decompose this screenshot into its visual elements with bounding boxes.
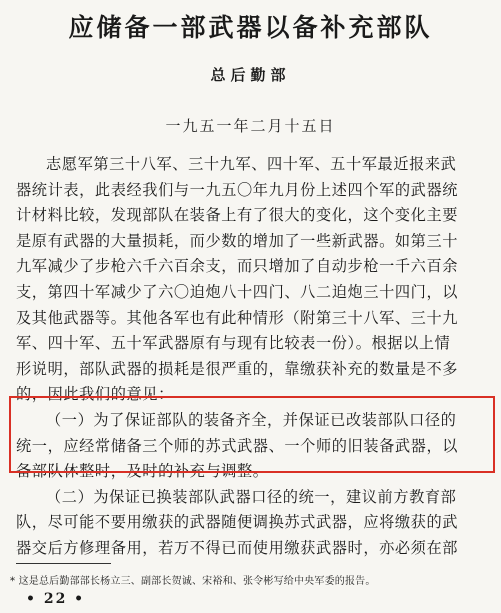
footnote: * 这是总后勤部部长杨立三、副部长贺诚、宋裕和、张令彬写给中央军委的报告。: [10, 576, 376, 587]
page-number: • 22 •: [26, 591, 86, 607]
document-body: [16, 152, 492, 562]
body-line: （一）为了保证部队的装备齐全，并保证已改装部队口径的: [46, 410, 457, 429]
body-line: 器统计表，此表经我们与一九五〇年九月份上述四个军的武器统: [16, 180, 459, 199]
body-line: 计材料比较，发现部队在装备上有了很大的变化，这个变化主要: [16, 206, 459, 225]
body-line: 九军减少了步枪六千六百余支，而只增加了自动步枪一千六百余: [16, 257, 459, 276]
body-line: 支，第四十军减少了六〇迫炮八十四门、八二迫炮三十四门，以: [16, 282, 459, 301]
body-line: 的，因此我们的意见：: [16, 385, 174, 404]
body-line: 及其他武器等。其他各军也有此种情形（附第三十八军、三十九: [16, 308, 459, 327]
body-line: （二）为保证已换装部队武器口径的统一，建议前方教育部: [46, 487, 457, 506]
body-line: 备部队休整时，及时的补充与调整。: [16, 462, 269, 481]
document-author: 总后勤部: [210, 66, 291, 84]
body-line: 志愿军第三十八军、三十九军、四十军、五十军最近报来武: [46, 155, 457, 173]
highlight-box: [9, 396, 495, 473]
footnote-divider: [16, 563, 111, 564]
body-line: 形说明，部队武器的损耗是很严重的，靠缴获补充的数量是不多: [16, 359, 459, 378]
body-line: 队，尽可能不要用缴获的武器随便调换苏式武器，应将缴获的武: [16, 513, 459, 532]
body-line: 器交后方修理备用，若万不得已而使用缴获武器时，亦必须在部: [16, 538, 459, 557]
document-title: 应储备一部武器以备补充部队: [68, 13, 433, 42]
body-line: 统一，应经常储备三个师的苏式武器、一个师的旧装备武器，以: [16, 436, 459, 455]
body-line: 军、四十军、五十军武器原有与现有比较表一份）。根据以上情: [16, 334, 451, 353]
document-date: 一九五一年二月十五日: [165, 117, 336, 135]
body-line: 是原有武器的大量损耗，而少数的增加了一些新武器。如第三十: [16, 231, 459, 250]
